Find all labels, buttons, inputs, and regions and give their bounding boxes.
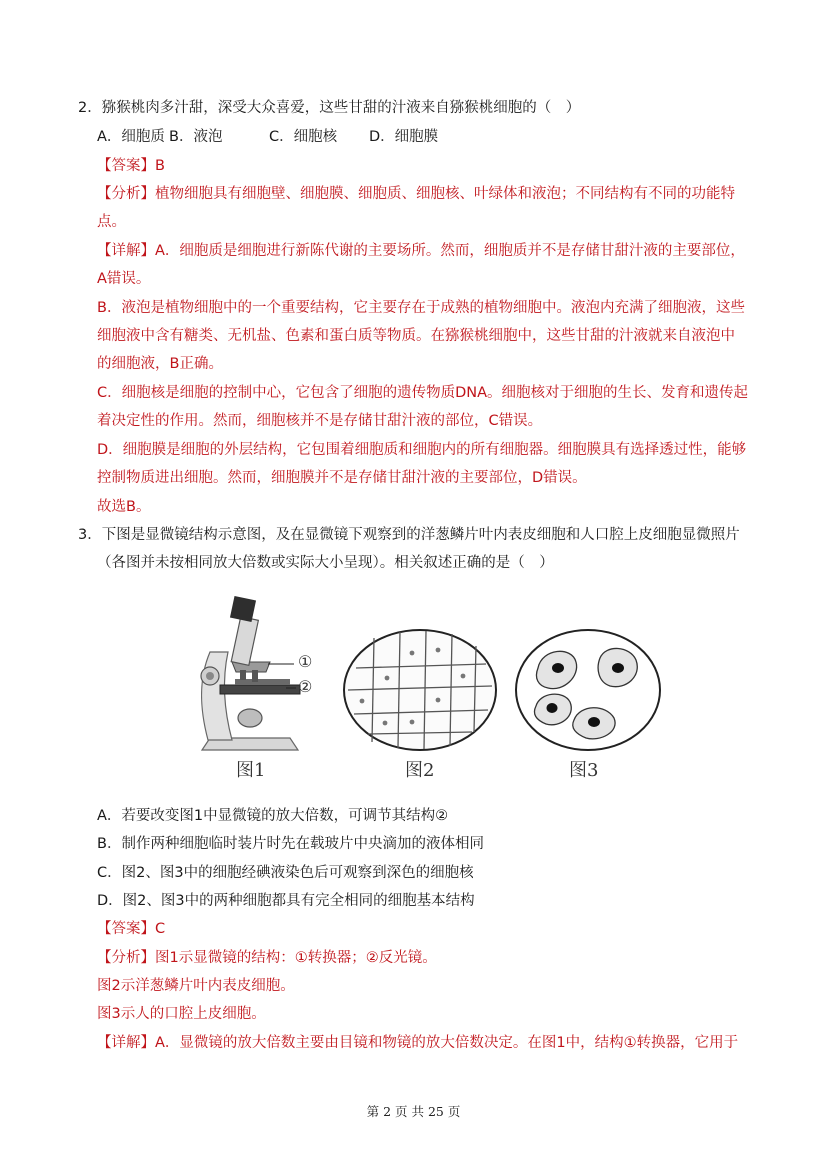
q2-detail-line-9: 控制物质进出细胞。然而，细胞膜并不是存储甘甜汁液的主要部位，D错误。 xyxy=(97,470,587,486)
microscope-illustration xyxy=(180,590,340,760)
q2-detail-line-4: 细胞液中含有糖类、无机盐、色素和蛋白质等物质。在猕猴桃细胞中，这些甘甜的汁液就来自液泡中 xyxy=(97,328,735,344)
onion-cells-illustration xyxy=(342,628,498,752)
q3-analysis-line-1: 【分析】图1示显微镜的结构：①转换器；②反光镜。 xyxy=(97,950,437,966)
q2-options xyxy=(97,127,438,147)
q2-detail-line-6: C．细胞核是细胞的控制中心，它包含了细胞的遗传物质DNA。细胞核对于细胞的生长、发育和遗传起 xyxy=(97,385,749,401)
q3-detail-line-1: 【详解】A．显微镜的放大倍数主要由目镜和物镜的放大倍数决定。在图1中，结构①转换器，它用于 xyxy=(97,1035,739,1051)
q3-stem-line-2: （各图并未按相同放大倍数或实际大小呈现）。相关叙述正确的是（ ） xyxy=(97,555,554,571)
q3-answer: 【答案】C xyxy=(97,921,166,937)
q2-option-c: C．细胞核 xyxy=(269,129,338,145)
q2-option-d: D．细胞膜 xyxy=(369,129,439,145)
q2-detail-line-8: D．细胞膜是细胞的外层结构，它包围着细胞质和细胞内的所有细胞器。细胞膜具有选择透过性，能够 xyxy=(97,442,747,458)
q2-stem: 2．猕猴桃肉多汁甜，深受大众喜爱，这些甘甜的汁液来自猕猴桃细胞的（ ） xyxy=(78,100,581,116)
q3-figure xyxy=(180,590,670,790)
figure-2-label: 图2 xyxy=(405,760,435,781)
q2-answer: 【答案】B xyxy=(97,158,165,174)
marker-2: ② xyxy=(298,677,313,696)
q2-detail-line-5: 的细胞液，B正确。 xyxy=(97,356,223,372)
q3-option-c: C．图2、图3中的细胞经碘液染色后可观察到深色的细胞核 xyxy=(97,865,474,881)
q3-stem-line-1: 3．下图是显微镜结构示意图，及在显微镜下观察到的洋葱鳞片叶内表皮细胞和人口腔上皮细胞显微照片 xyxy=(78,527,740,543)
q3-option-b: B．制作两种细胞临时装片时先在载玻片中央滴加的液体相同 xyxy=(97,836,484,852)
figure-1-label: 图1 xyxy=(236,760,266,781)
q3-analysis-line-2: 图2示洋葱鳞片叶内表皮细胞。 xyxy=(97,978,295,994)
q3-option-a: A．若要改变图1中显微镜的放大倍数，可调节其结构② xyxy=(97,808,449,824)
q3-option-d: D．图2、图3中的两种细胞都具有完全相同的细胞基本结构 xyxy=(97,893,475,909)
q2-analysis-line-1: 【分析】植物细胞具有细胞壁、细胞膜、细胞质、细胞核、叶绿体和液泡；不同结构有不同的功能特 xyxy=(97,186,735,202)
q2-option-b: B．液泡 xyxy=(169,129,223,145)
q2-detail-line-1: 【详解】A．细胞质是细胞进行新陈代谢的主要场所。然而，细胞质并不是存储甘甜汁液的主要部位， xyxy=(97,243,745,259)
q2-option-a: A．细胞质 xyxy=(97,129,165,145)
page-footer: 第 2 页 共 25 页 xyxy=(366,1104,461,1119)
q2-detail-line-3: B．液泡是植物细胞中的一个重要结构，它主要存在于成熟的植物细胞中。液泡内充满了细胞液，这些 xyxy=(97,300,745,316)
figure-3-label: 图3 xyxy=(569,760,599,781)
q3-analysis-line-3: 图3示人的口腔上皮细胞。 xyxy=(97,1006,266,1022)
q2-analysis-line-2: 点。 xyxy=(97,214,126,230)
cheek-cells-illustration xyxy=(514,628,662,752)
q2-detail-line-2: A错误。 xyxy=(97,271,151,287)
marker-1: ① xyxy=(298,652,313,671)
q2-detail-line-10: 故选B。 xyxy=(97,499,151,515)
q2-detail-line-7: 着决定性的作用。然而，细胞核并不是存储甘甜汁液的部位，C错误。 xyxy=(97,413,543,429)
